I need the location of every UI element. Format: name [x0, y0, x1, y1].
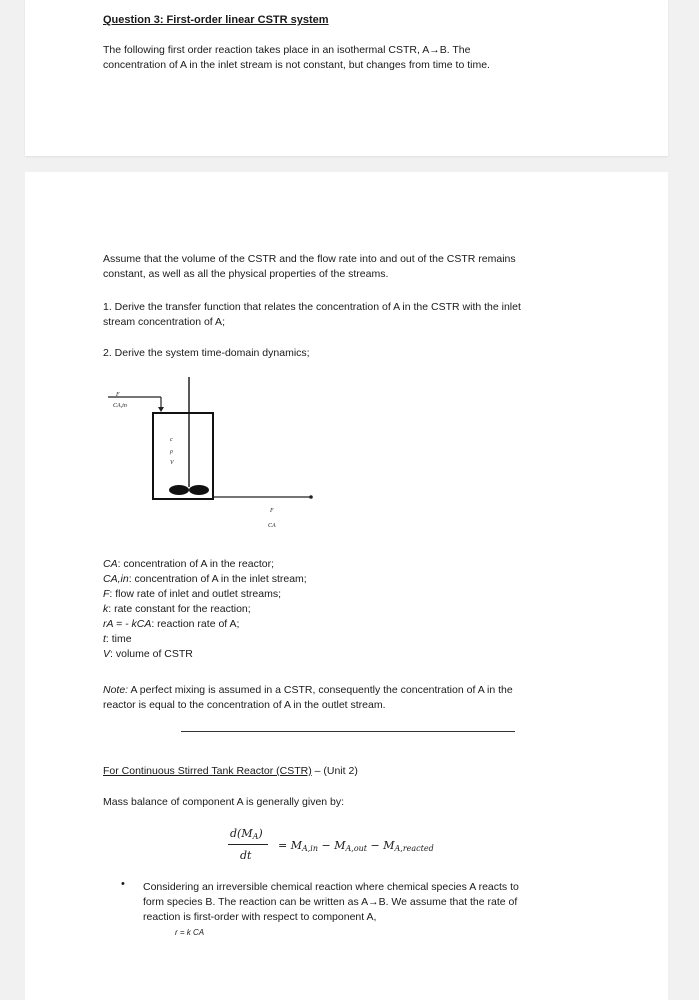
- section-divider: [181, 731, 515, 732]
- task-1-line-2: stream concentration of A;: [103, 316, 225, 328]
- document-page-1: [25, 0, 668, 156]
- intro-line-2: concentration of A in the inlet stream is not constant, but changes from time to time.: [103, 59, 490, 71]
- task-1-line-1: 1. Derive the transfer function that relates the concentration of A in the CSTR with the inlet: [103, 301, 521, 313]
- bullet-dot: •: [121, 878, 125, 890]
- definition-symbol: F: [103, 588, 110, 600]
- eq-num-text: d(M: [230, 827, 253, 840]
- diagram-inlet-flow-label: F: [116, 392, 120, 398]
- note-line-1: [103, 683, 513, 697]
- eq-rhs-1: = M: [278, 839, 302, 852]
- bullet-line-2: form species B. The reaction can be written as A→B. We assume that the rate of: [143, 896, 518, 908]
- definition-item: [103, 647, 193, 661]
- cstr-heading: For Continuous Stirred Tank Reactor (CSTR): [103, 765, 312, 777]
- cstr-heading-line: [103, 764, 358, 778]
- eq-rhs-sub3: A,reacted: [394, 844, 434, 853]
- definition-item: [103, 617, 239, 631]
- eq-rhs-3: − M: [367, 839, 395, 852]
- diagram-tank-c-label: c: [170, 437, 173, 443]
- bullet-line-1: Considering an irreversible chemical reaction where chemical species A reacts to: [143, 881, 519, 893]
- definition-symbol: rA = - kCA: [103, 618, 152, 630]
- cstr-diagram: [103, 377, 323, 537]
- diagram-outlet-conc-label: CA: [268, 523, 276, 529]
- note-text-1: A perfect mixing is assumed in a CSTR, consequently the concentration of A in the: [128, 684, 513, 696]
- equation-denominator: dt: [240, 849, 252, 862]
- definition-item: [103, 587, 281, 601]
- definition-item: [103, 602, 251, 616]
- definition-text: : rate constant for the reaction;: [108, 603, 251, 615]
- rate-equation: r = k CA: [175, 928, 205, 937]
- definition-item: [103, 557, 274, 571]
- definition-symbol: V: [103, 648, 111, 660]
- eq-rhs-sub1: A,in: [301, 844, 319, 853]
- document-page-2: [25, 172, 668, 1000]
- equation-numerator: [230, 827, 263, 841]
- definition-text: : reaction rate of A;: [151, 618, 240, 630]
- eq-rhs-sub2: A,out: [345, 844, 368, 853]
- question-title: Question 3: First-order linear CSTR system: [103, 14, 329, 26]
- fraction-bar: [228, 844, 268, 845]
- definition-symbol: k: [103, 603, 109, 615]
- eq-num-end: ): [258, 827, 263, 840]
- definition-text: : concentration of A in the inlet stream;: [128, 573, 307, 585]
- diagram-tank-v-label: V: [170, 460, 174, 466]
- intro-line-1: The following first order reaction takes place in an isothermal CSTR, A→B. The: [103, 44, 471, 56]
- diagram-outlet-flow-label: F: [270, 508, 274, 514]
- equation-rhs: [278, 839, 434, 853]
- note-label: Note:: [103, 684, 129, 696]
- diagram-inlet-conc-label: CA,in: [113, 403, 127, 409]
- bullet-line-3: reaction is first-order with respect to component A,: [143, 911, 377, 923]
- note-line-2: reactor is equal to the concentration of A in the outlet stream.: [103, 699, 386, 711]
- eq-num-sub: A: [252, 832, 259, 841]
- diagram-tank-rho-label: ρ: [170, 449, 173, 455]
- definition-item: [103, 632, 132, 646]
- eq-rhs-2: − M: [318, 839, 346, 852]
- definition-symbol: CA: [103, 558, 118, 570]
- definition-text: : concentration of A in the reactor;: [117, 558, 275, 570]
- definition-symbol: t: [103, 633, 106, 645]
- task-2-line-1: 2. Derive the system time-domain dynamics;: [103, 347, 310, 359]
- definition-text: : flow rate of inlet and outlet streams;: [109, 588, 282, 600]
- definition-symbol: CA,in: [103, 573, 129, 585]
- assumption-line-1: Assume that the volume of the CSTR and the flow rate into and out of the CSTR remains: [103, 253, 516, 265]
- definition-text: : volume of CSTR: [110, 648, 193, 660]
- definition-text: : time: [105, 633, 132, 645]
- definition-item: [103, 572, 307, 586]
- assumption-line-2: constant, as well as all the physical properties of the streams.: [103, 268, 389, 280]
- cstr-unit: – (Unit 2): [311, 765, 358, 777]
- mass-balance-text: Mass balance of component A is generally given by:: [103, 796, 345, 808]
